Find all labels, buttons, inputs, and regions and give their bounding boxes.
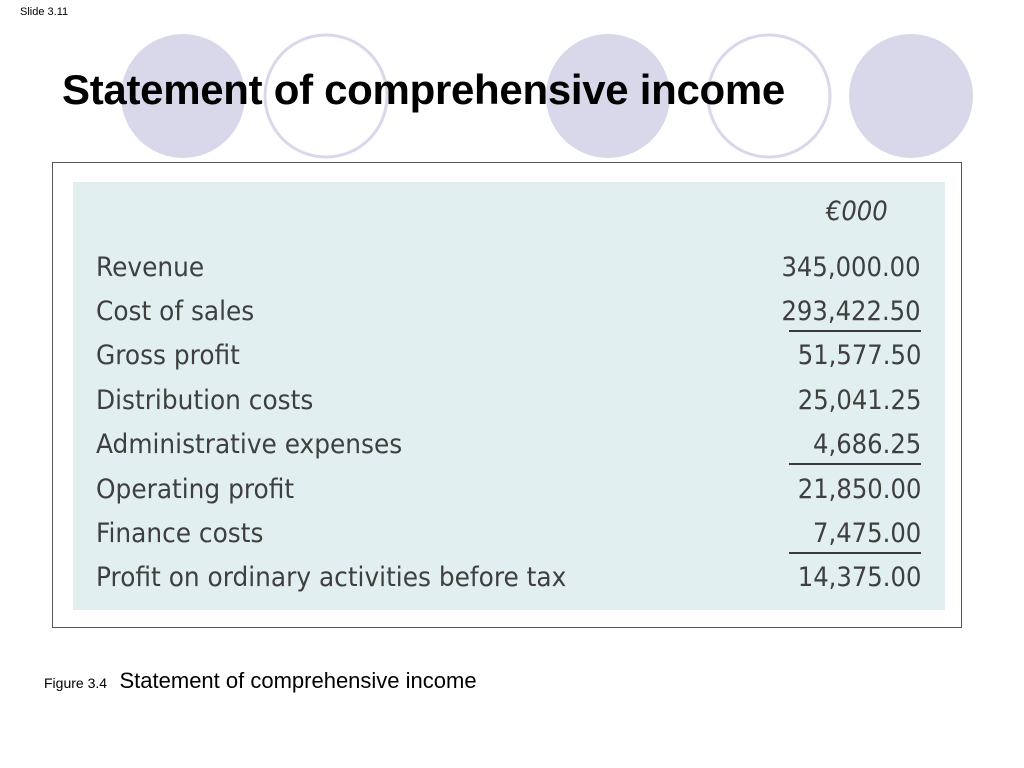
statement-row <box>73 292 945 332</box>
row-label: Operating profit <box>96 474 295 505</box>
statement-row <box>73 248 945 288</box>
statement-row <box>73 425 945 465</box>
statement-row <box>73 381 945 421</box>
row-label: Administrative expenses <box>96 429 403 460</box>
row-value: 4,686.25 <box>812 429 921 460</box>
row-label: Revenue <box>96 252 205 283</box>
row-label: Cost of sales <box>96 296 255 327</box>
decor-circle-filled <box>849 34 973 158</box>
row-value: 345,000.00 <box>781 252 921 283</box>
figure-caption <box>44 668 477 694</box>
row-value: 51,577.50 <box>797 340 921 371</box>
figure-frame <box>52 162 962 628</box>
subtotal-rule <box>789 463 921 465</box>
subtotal-rule <box>789 552 921 554</box>
statement-row <box>73 514 945 554</box>
row-value: 25,041.25 <box>797 385 921 416</box>
subtotal-rule <box>789 330 921 332</box>
row-value: 7,475.00 <box>812 518 921 549</box>
figure-caption-text: Statement of comprehensive income <box>119 668 477 693</box>
statement-row <box>73 470 945 510</box>
slide-title: Statement of comprehensive income <box>62 66 785 113</box>
row-label: Gross profit <box>96 340 240 371</box>
currency-column-header: €000 <box>826 196 888 227</box>
statement-row <box>73 558 945 598</box>
statement-row <box>73 336 945 376</box>
income-statement-table <box>73 182 945 610</box>
row-value: 293,422.50 <box>781 296 921 327</box>
row-value: 21,850.00 <box>797 474 921 505</box>
row-value: 14,375.00 <box>797 562 921 593</box>
row-label: Profit on ordinary activities before tax <box>96 562 567 593</box>
row-label: Distribution costs <box>96 385 314 416</box>
row-label: Finance costs <box>96 518 264 549</box>
figure-caption-label: Figure 3.4 <box>44 675 108 691</box>
slide-number: Slide 3.11 <box>20 6 69 18</box>
